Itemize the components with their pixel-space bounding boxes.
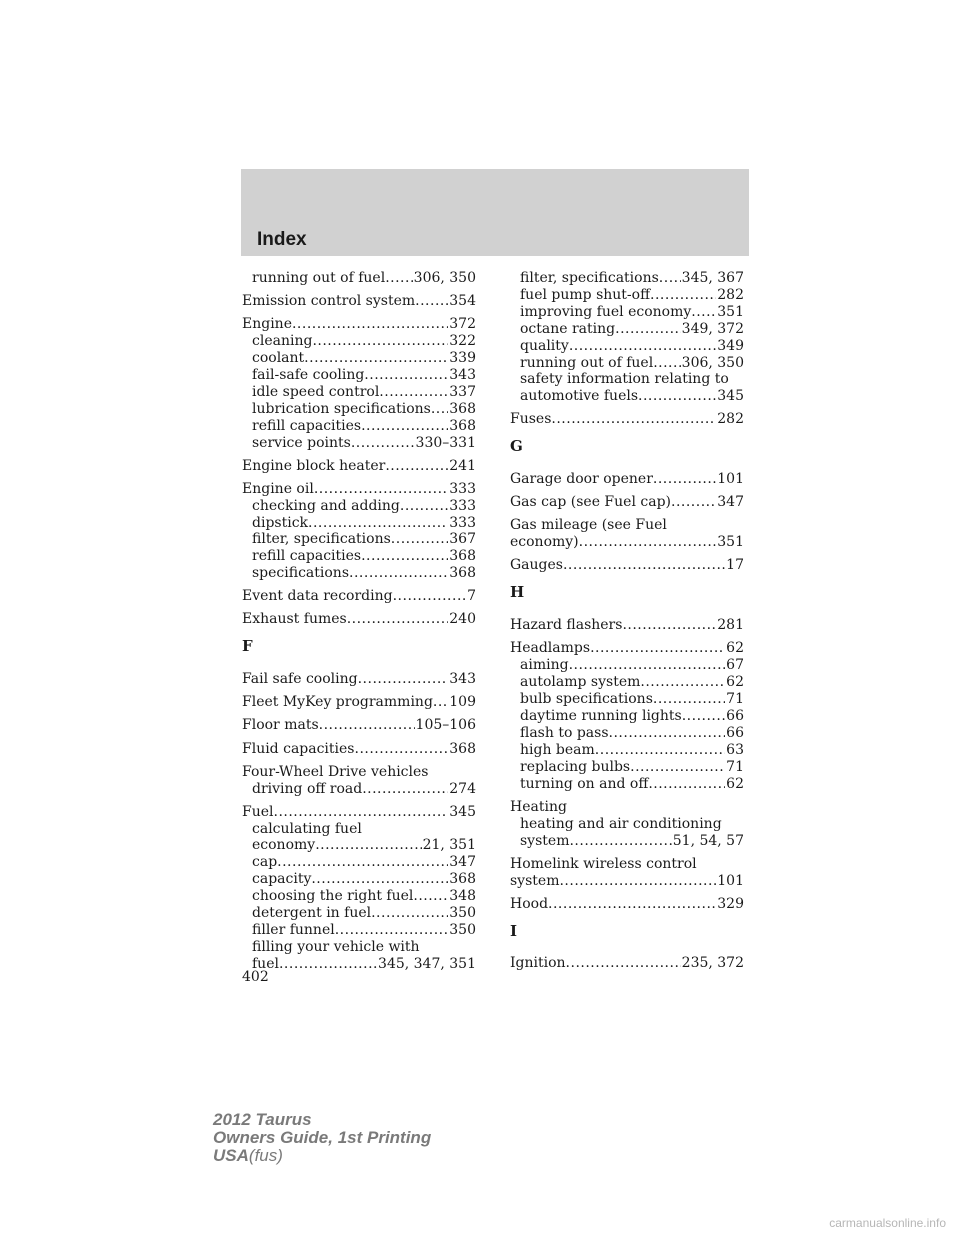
dot-leader — [638, 388, 716, 405]
entry-label: fuel pump shut-off — [520, 286, 651, 303]
entry-label: Engine — [242, 316, 292, 333]
index-column-left — [242, 270, 476, 979]
index-main-entry — [242, 804, 476, 821]
entry-page-ref: 372 — [449, 316, 476, 333]
dot-leader — [371, 905, 448, 922]
index-subentry — [510, 776, 744, 793]
entry-label: daytime running lights — [520, 707, 682, 724]
entry-label: Headlamps — [510, 640, 591, 657]
entry-label: Hazard flashers — [510, 617, 623, 634]
entry-page-ref: 282 — [717, 411, 744, 428]
entry-page-ref: 62 — [726, 674, 744, 691]
index-entry — [242, 741, 476, 758]
index-entry — [242, 293, 476, 310]
entry-label: aiming — [520, 657, 569, 674]
entry-label: refill capacities — [252, 417, 362, 434]
index-entry — [510, 640, 744, 792]
index-letter-heading: H — [510, 583, 525, 602]
dot-leader — [319, 717, 415, 734]
entry-page-ref: 71 — [726, 691, 744, 708]
index-main-entry — [242, 741, 476, 758]
entry-label: detergent in fuel — [252, 905, 372, 922]
index-main-entry — [510, 617, 744, 634]
entry-page-ref: 105–106 — [415, 717, 476, 734]
index-subentry — [242, 565, 476, 582]
footer-line-guide: Owners Guide, 1st Printing — [213, 1128, 432, 1147]
dot-leader — [682, 708, 725, 725]
entry-label: improving fuel economy — [520, 303, 692, 320]
dot-leader — [400, 498, 448, 515]
dot-leader — [315, 837, 421, 854]
index-subentry — [242, 821, 476, 838]
dot-leader — [292, 316, 448, 333]
index-entry — [510, 856, 744, 890]
index-main-entry — [242, 316, 476, 333]
entry-label: capacity — [252, 871, 312, 888]
entry-page-ref: 306, 350 — [681, 354, 744, 371]
entry-page-ref: 337 — [449, 383, 476, 400]
entry-page-ref: 350 — [449, 905, 476, 922]
index-entry — [510, 617, 744, 634]
entry-page-ref: 368 — [449, 565, 476, 582]
entry-label: Fluid capacities — [242, 740, 355, 757]
entry-page-ref: 62 — [726, 640, 744, 657]
index-main-entry — [242, 671, 476, 688]
index-entry — [242, 717, 476, 734]
entry-label: Fleet MyKey programming — [242, 694, 433, 711]
dot-leader — [579, 534, 717, 551]
entry-label: cleaning — [252, 333, 313, 350]
index-subentry — [510, 674, 744, 691]
index-entry — [242, 764, 476, 798]
index-subentry — [510, 759, 744, 776]
index-main-entry — [242, 694, 476, 711]
entry-label: Floor mats — [242, 717, 319, 734]
dot-leader — [391, 531, 448, 548]
entry-page-ref: 241 — [449, 457, 476, 474]
entry-page-ref: 274 — [449, 780, 476, 797]
entry-page-ref: 348 — [449, 888, 476, 905]
index-main-entry — [242, 458, 476, 475]
index-letter-heading: I — [510, 921, 518, 940]
dot-leader — [311, 871, 448, 888]
entry-label: Fuses — [510, 411, 552, 428]
entry-label: Heating — [510, 798, 567, 815]
dot-leader — [385, 270, 412, 287]
index-subentry — [242, 418, 476, 435]
dot-leader — [277, 854, 448, 871]
entry-label: Fail safe cooling — [242, 671, 358, 688]
entry-page-ref: 281 — [717, 617, 744, 634]
index-subentry — [510, 287, 744, 304]
entry-label: Hood — [510, 895, 549, 912]
entry-page-ref: 343 — [449, 671, 476, 688]
entry-page-ref: 368 — [449, 871, 476, 888]
entry-page-ref: 7 — [467, 588, 476, 605]
dot-leader — [640, 674, 725, 691]
entry-page-ref: 235, 372 — [681, 955, 744, 972]
entry-page-ref: 345 — [717, 388, 744, 405]
index-subentry — [242, 531, 476, 548]
entry-page-ref: 51, 54, 57 — [672, 832, 744, 849]
dot-leader — [312, 333, 448, 350]
index-main-entry — [510, 955, 744, 972]
index-subentry — [242, 498, 476, 515]
dot-leader — [351, 435, 415, 452]
entry-label: system — [520, 832, 570, 849]
index-entry — [242, 588, 476, 605]
index-main-entry — [510, 557, 744, 574]
index-subentry — [242, 515, 476, 532]
dot-leader — [630, 759, 725, 776]
index-main-entry — [242, 611, 476, 628]
index-subentry — [510, 321, 744, 338]
entry-page-ref: 347 — [717, 494, 744, 511]
entry-label: Four-Wheel Drive vehicles — [242, 763, 429, 780]
entry-page-ref: 351 — [717, 534, 744, 551]
entry-label: Emission control system — [242, 293, 416, 310]
entry-label: calculating fuel — [252, 820, 362, 837]
entry-label: driving off road — [252, 780, 363, 797]
dot-leader — [358, 671, 449, 688]
index-subentry — [242, 270, 476, 287]
entry-label: quality — [520, 337, 569, 354]
index-entry — [510, 557, 744, 574]
entry-page-ref: 345 — [449, 803, 476, 820]
entry-page-ref: 349, 372 — [681, 320, 744, 337]
index-subentry — [510, 388, 744, 405]
footer-region-code: (fus) — [248, 1146, 283, 1165]
index-subentry — [510, 338, 744, 355]
entry-page-ref: 17 — [726, 557, 744, 574]
index-entry — [242, 458, 476, 475]
entry-label: filter, specifications — [252, 531, 391, 548]
index-entry — [242, 804, 476, 973]
index-main-entry — [242, 764, 476, 781]
entry-page-ref: 282 — [717, 286, 744, 303]
entry-page-ref: 333 — [449, 497, 476, 514]
dot-leader — [362, 781, 448, 798]
dot-leader — [609, 725, 726, 742]
entry-label: fuel — [252, 955, 279, 972]
index-main-entry — [510, 534, 744, 551]
dot-leader — [304, 350, 448, 367]
entry-label: economy) — [510, 534, 579, 551]
entry-page-ref: 333 — [449, 514, 476, 531]
dot-leader — [650, 287, 716, 304]
index-entry — [510, 411, 744, 428]
index-subentry — [242, 384, 476, 401]
index-main-entry — [510, 640, 744, 657]
entry-label: idle speed control — [252, 383, 380, 400]
index-subentry — [242, 888, 476, 905]
dot-leader — [413, 888, 448, 905]
dot-leader — [559, 873, 716, 890]
index-subentry — [242, 939, 476, 956]
entry-page-ref: 101 — [717, 471, 744, 488]
entry-label: Ignition — [510, 955, 566, 972]
entry-label: octane rating — [520, 320, 616, 337]
entry-label: Homelink wireless control — [510, 855, 697, 872]
entry-page-ref: 101 — [717, 872, 744, 889]
entry-page-ref: 351 — [717, 303, 744, 320]
index-subentry — [510, 371, 744, 388]
dot-leader — [653, 355, 680, 372]
index-entry — [510, 517, 744, 551]
dot-leader — [279, 956, 377, 973]
entry-label: heating and air conditioning — [520, 815, 722, 832]
index-letter-heading: G — [510, 437, 523, 456]
index-subentry — [242, 350, 476, 367]
entry-label: Gauges — [510, 557, 563, 574]
entry-label: running out of fuel — [252, 270, 386, 286]
entry-label: Exhaust fumes — [242, 611, 347, 628]
index-main-entry — [510, 896, 744, 913]
dot-leader — [415, 293, 448, 310]
entry-label: fail-safe cooling — [252, 366, 365, 383]
dot-leader — [648, 776, 725, 793]
dot-leader — [590, 640, 725, 657]
index-main-entry — [510, 494, 744, 511]
entry-page-ref: 63 — [726, 741, 744, 758]
index-subentry — [510, 691, 744, 708]
index-main-entry — [510, 471, 744, 488]
index-entry — [510, 471, 744, 488]
entry-label: choosing the right fuel — [252, 888, 414, 905]
entry-page-ref: 109 — [449, 694, 476, 711]
index-subentry — [242, 401, 476, 418]
dot-leader — [569, 833, 671, 850]
index-main-entry — [510, 799, 744, 816]
entry-label: filter, specifications — [520, 270, 659, 286]
page-number: 402 — [242, 969, 269, 985]
dot-leader — [548, 896, 716, 913]
dot-leader — [659, 270, 681, 287]
entry-page-ref: 368 — [449, 740, 476, 757]
index-main-entry — [242, 481, 476, 498]
dot-leader — [653, 471, 716, 488]
entry-label: replacing bulbs — [520, 758, 631, 775]
entry-label: checking and adding — [252, 497, 400, 514]
entry-label: system — [510, 872, 560, 889]
dot-leader — [566, 955, 681, 972]
index-main-entry — [510, 873, 744, 890]
entry-label: coolant — [252, 350, 305, 366]
entry-label: Engine oil — [242, 480, 314, 497]
index-subentry — [242, 333, 476, 350]
index-subentry — [242, 905, 476, 922]
index-column-right — [510, 270, 744, 979]
dot-leader — [274, 804, 449, 821]
index-letter-heading: F — [242, 637, 253, 656]
entry-label: Engine block heater — [242, 457, 386, 474]
index-subentry — [510, 657, 744, 674]
dot-leader — [569, 657, 726, 674]
dot-leader — [691, 304, 716, 321]
index-entry — [242, 694, 476, 711]
entry-label: refill capacities — [252, 548, 362, 565]
index-header-band — [241, 169, 749, 256]
footer-line-model: 2012 Taurus — [213, 1110, 312, 1129]
index-subentry — [242, 871, 476, 888]
entry-label: service points — [252, 434, 351, 451]
entry-label: automotive fuels — [520, 388, 639, 405]
entry-label: bulb specifications — [520, 691, 653, 708]
dot-leader — [563, 557, 725, 574]
entry-page-ref: 329 — [717, 895, 744, 912]
entry-page-ref: 345, 367 — [681, 270, 744, 286]
index-main-entry — [242, 588, 476, 605]
dot-leader — [595, 742, 725, 759]
entry-page-ref: 240 — [449, 611, 476, 628]
entry-label: economy — [252, 837, 316, 854]
index-main-entry — [510, 411, 744, 428]
index-subentry — [510, 833, 744, 850]
dot-leader — [431, 401, 448, 418]
index-subentry — [242, 548, 476, 565]
footer-edition — [213, 1111, 431, 1165]
dot-leader — [569, 338, 716, 355]
entry-page-ref: 349 — [717, 337, 744, 354]
entry-page-ref: 368 — [449, 400, 476, 417]
dot-leader — [361, 418, 448, 435]
index-subentry — [242, 956, 476, 973]
entry-page-ref: 330–331 — [415, 434, 476, 451]
entry-page-ref: 343 — [449, 366, 476, 383]
dot-leader — [314, 481, 448, 498]
entry-page-ref: 350 — [449, 921, 476, 938]
entry-page-ref: 367 — [449, 531, 476, 548]
index-subentry — [510, 816, 744, 833]
entry-label: Event data recording — [242, 588, 393, 605]
index-entry — [242, 481, 476, 582]
entry-page-ref: 21, 351 — [422, 837, 476, 854]
dot-leader — [349, 565, 448, 582]
index-entry — [242, 611, 476, 628]
entry-page-ref: 66 — [726, 724, 744, 741]
dot-leader — [393, 588, 466, 605]
dot-leader — [671, 494, 716, 511]
entry-label: Gas mileage (see Fuel — [510, 517, 667, 534]
entry-label: Gas cap (see Fuel cap) — [510, 494, 671, 511]
dot-leader — [355, 741, 449, 758]
watermark: carmanualsonline.info — [829, 1216, 946, 1230]
dot-leader — [622, 617, 716, 634]
entry-label: specifications — [252, 565, 350, 582]
index-subentry — [242, 837, 476, 854]
index-subentry — [242, 854, 476, 871]
entry-label: filler funnel — [252, 921, 335, 938]
index-entry — [510, 955, 744, 972]
entry-page-ref: 345, 347, 351 — [378, 955, 476, 972]
entry-label: autolamp system — [520, 674, 641, 691]
index-main-entry — [510, 856, 744, 873]
entry-page-ref: 368 — [449, 548, 476, 565]
entry-page-ref: 67 — [726, 657, 744, 674]
page-title: Index — [257, 229, 307, 250]
index-main-entry — [242, 293, 476, 310]
entry-label: lubrication specifications — [252, 400, 431, 417]
dot-leader — [361, 548, 448, 565]
dot-leader — [653, 691, 725, 708]
dot-leader — [364, 367, 448, 384]
dot-leader — [308, 515, 448, 532]
entry-label: Fuel — [242, 803, 274, 820]
index-subentry — [242, 435, 476, 452]
index-subentry — [510, 708, 744, 725]
index-entry — [242, 316, 476, 451]
index-subentry — [242, 781, 476, 798]
index-main-entry — [510, 517, 744, 534]
index-entry — [510, 896, 744, 913]
index-main-entry — [242, 717, 476, 734]
entry-label: safety information relating to — [520, 371, 729, 388]
entry-page-ref: 347 — [449, 854, 476, 871]
entry-label: high beam — [520, 741, 595, 758]
index-subentry — [510, 270, 744, 287]
index-subentry — [510, 304, 744, 321]
index-entry — [242, 671, 476, 688]
dot-leader — [385, 458, 448, 475]
entry-label: flash to pass — [520, 724, 609, 741]
entry-page-ref: 66 — [726, 707, 744, 724]
index-entry — [510, 494, 744, 511]
index-subentry — [510, 355, 744, 372]
index-entry — [242, 270, 476, 287]
dot-leader — [615, 321, 681, 338]
index-subentry — [510, 742, 744, 759]
entry-page-ref: 333 — [449, 480, 476, 497]
entry-page-ref: 322 — [449, 333, 476, 350]
dot-leader — [551, 411, 716, 428]
index-subentry — [242, 367, 476, 384]
entry-label: dipstick — [252, 514, 309, 531]
entry-page-ref: 62 — [726, 775, 744, 792]
entry-page-ref: 306, 350 — [413, 270, 476, 286]
entry-label: Garage door opener — [510, 471, 653, 488]
entry-label: turning on and off — [520, 775, 649, 792]
dot-leader — [347, 611, 449, 628]
footer-region: USA — [213, 1146, 249, 1165]
entry-label: filling your vehicle with — [252, 938, 420, 955]
dot-leader — [433, 694, 448, 711]
entry-label: cap — [252, 854, 278, 871]
entry-page-ref: 71 — [726, 758, 744, 775]
index-subentry — [242, 922, 476, 939]
entry-page-ref: 339 — [449, 350, 476, 366]
footer-line-region — [213, 1147, 431, 1165]
index-entry — [510, 799, 744, 850]
index-entry — [510, 270, 744, 405]
entry-page-ref: 368 — [449, 417, 476, 434]
entry-label: running out of fuel — [520, 354, 654, 371]
entry-page-ref: 354 — [449, 293, 476, 310]
dot-leader — [335, 922, 449, 939]
dot-leader — [379, 384, 448, 401]
index-subentry — [510, 725, 744, 742]
